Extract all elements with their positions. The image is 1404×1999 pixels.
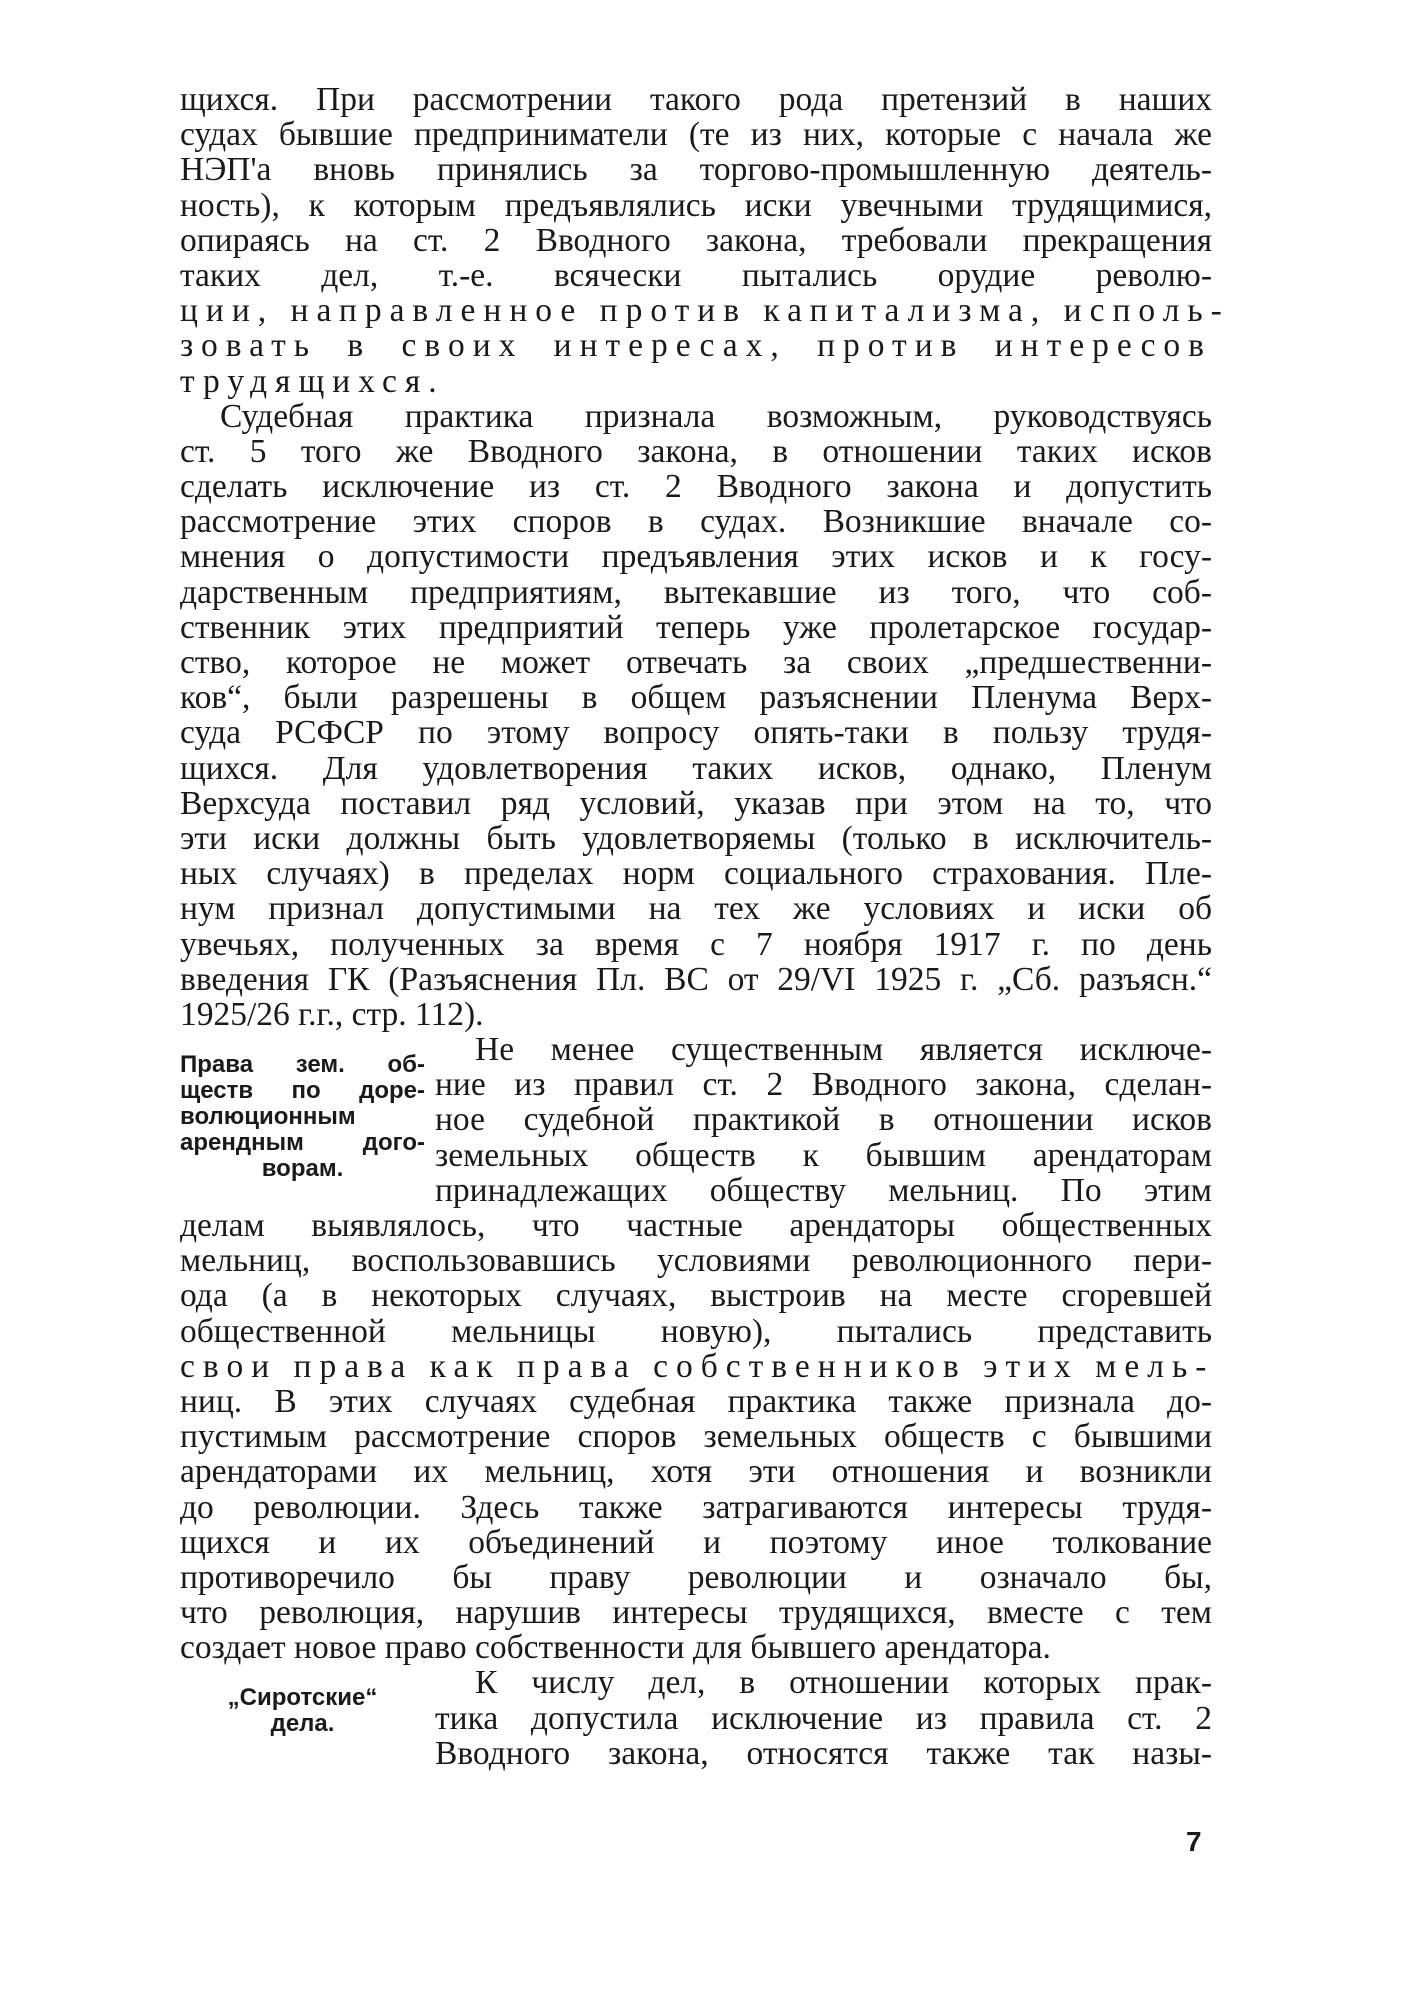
text-line: Судебная практика признала возможным, руководствуясь xyxy=(220,397,1212,435)
page-body xyxy=(180,81,1230,1772)
text-line: противоречило бы праву революции и означало бы, xyxy=(180,1558,1212,1596)
text-line: ние из правил ст. 2 Вводного закона, сделан- xyxy=(435,1066,1212,1104)
text-line-spaced: зовать в своих интересах, против интересов xyxy=(180,327,1212,365)
text-line: Верхсуда поставил ряд условий, указав при этом на то, что xyxy=(180,784,1212,822)
text-line: НЭП'а вновь принялись за торгово-промышленную деятель- xyxy=(180,151,1212,189)
paragraph-3-side xyxy=(425,1032,1212,1208)
paragraph-4-with-sidenote xyxy=(180,1665,1212,1771)
text-line: Вводного закона, относятся также так назы- xyxy=(435,1734,1212,1772)
text-line: дарственным предприятиям, вытекавшие из того, что соб- xyxy=(180,573,1212,611)
text-line: щихся и их объединений и поэтому иное толкование xyxy=(180,1523,1212,1561)
paragraph-4-side xyxy=(425,1665,1212,1771)
text-line: ков“, были разрешены в общем разъяснении Пленума Верх- xyxy=(180,679,1212,717)
margin-note-line: ществ по доре- xyxy=(180,1077,425,1105)
text-line: 1925/26 г.г., стр. 112). xyxy=(180,995,484,1033)
text-line: К числу дел, в отношении которых прак- xyxy=(475,1664,1212,1702)
text-line: щихся. Для удовлетворения таких исков, однако, Пленум xyxy=(180,749,1212,787)
text-line: ность), к которым предъявлялись иски увечными трудящимися, xyxy=(180,186,1212,224)
text-line: что революция, нарушив интересы трудящихся, вместе с тем xyxy=(180,1594,1212,1632)
text-line: суда РСФСР по этому вопросу опять-таки в пользу трудя- xyxy=(180,714,1212,752)
paragraph-1 xyxy=(180,81,1230,400)
text-line: создает новое право собственности для бывшего арендатора. xyxy=(180,1629,1051,1667)
margin-note-line: ворам. xyxy=(261,1155,344,1183)
text-line: судах бывшие предприниматели (те из них, которые с начала же xyxy=(180,116,1212,154)
text-line: ниц. В этих случаях судебная практика также признала до- xyxy=(180,1382,1212,1420)
text-line: общественной мельницы новую), пытались представить xyxy=(180,1312,1212,1350)
paragraph-3-with-sidenote xyxy=(180,1032,1212,1208)
margin-note-line: волюционным xyxy=(180,1103,356,1131)
text-line: рассмотрение этих споров в судах. Возникшие вначале со- xyxy=(180,503,1212,541)
text-line-spaced: свои права как права собственников этих мель- xyxy=(180,1347,1215,1385)
text-line: ство, которое не может отвечать за своих „предшественни- xyxy=(180,644,1212,681)
text-line: увечьях, полученных за время с 7 ноября 1917 г. по день xyxy=(180,925,1212,963)
text-line: нум признал допустимыми на тех же условиях и иски об xyxy=(180,890,1212,928)
text-line: делам выявлялось, что частные арендаторы общественных xyxy=(180,1207,1212,1244)
margin-note-land-societies xyxy=(180,1032,425,1208)
margin-note-line: дела. xyxy=(270,1710,335,1738)
margin-note-line: „Сиротские“ xyxy=(227,1684,378,1712)
text-line: ода (а в некоторых случаях, выстроив на месте сгоревшей xyxy=(180,1277,1212,1315)
text-line: пустимым рассмотрение споров земельных обществ с бывшими xyxy=(180,1418,1212,1456)
text-line: мельниц, воспользовавшись условиями революционного пери- xyxy=(180,1242,1212,1280)
paragraph-2 xyxy=(180,399,1212,1032)
text-line: принадлежащих обществу мельниц. По этим xyxy=(435,1171,1212,1209)
text-line: щихся. При рассмотрении такого рода претензий в наших xyxy=(180,81,1212,118)
text-line: Не менее существенным является исключе- xyxy=(475,1031,1212,1069)
margin-note-line: Права зем. об- xyxy=(180,1051,425,1079)
text-line: арендаторами их мельниц, хотя эти отношения и возникли xyxy=(180,1453,1212,1491)
text-line: таких дел, т.-е. всячески пытались орудие револю- xyxy=(180,256,1212,294)
text-line-spaced: ции, направленное против капитализма, исполь- xyxy=(180,292,1230,330)
margin-note-orphan-cases xyxy=(180,1665,425,1771)
page-number: 7 xyxy=(1186,1826,1202,1857)
text-line: сделать исключение из ст. 2 Вводного закона и допустить xyxy=(180,468,1212,506)
text-line: опираясь на ст. 2 Вводного закона, требовали прекращения xyxy=(180,221,1212,259)
margin-note-line: арендным дого- xyxy=(180,1129,425,1157)
text-line-spaced: трудящихся. xyxy=(180,362,445,400)
text-line: ст. 5 того же Вводного закона, в отношении таких исков xyxy=(180,432,1212,470)
text-line: до революции. Здесь также затрагиваются интересы трудя- xyxy=(180,1488,1212,1526)
paragraph-3-full xyxy=(180,1207,1215,1667)
text-line: земельных обществ к бывшим арендаторам xyxy=(435,1136,1212,1174)
text-line: ных случаях) в пределах норм социального страхования. Пле- xyxy=(180,855,1212,893)
text-line: мнения о допустимости предъявления этих исков и к госу- xyxy=(180,538,1212,576)
text-line: введения ГК (Разъяснения Пл. ВС от 29/VI 1925 г. „Сб. разъясн.“ xyxy=(180,960,1212,998)
text-line: эти иски должны быть удовлетворяемы (только в исключитель- xyxy=(180,819,1212,857)
text-line: ственник этих предприятий теперь уже пролетарское государ- xyxy=(180,608,1212,646)
text-line: тика допустила исключение из правила ст. 2 xyxy=(435,1699,1212,1737)
text-line: ное судебной практикой в отношении исков xyxy=(435,1101,1212,1139)
